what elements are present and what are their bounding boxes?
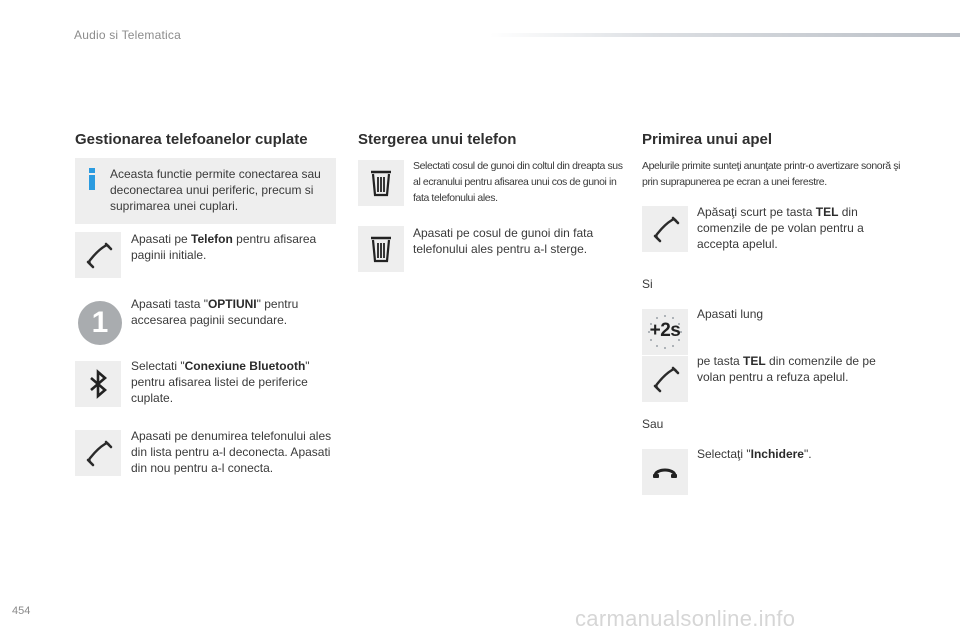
col1-step1-text: Apasati pe Telefon pentru afisarea paginii initiale. bbox=[131, 232, 317, 262]
page-number: 454 bbox=[12, 605, 31, 617]
col3-step4-text: Selectaţi "Inchidere". bbox=[697, 447, 812, 461]
trash-icon bbox=[358, 226, 404, 272]
phone-tile-2[interactable] bbox=[75, 430, 121, 476]
phone-tile-3[interactable] bbox=[642, 206, 688, 252]
col2-step2-text: Apasati pe cosul de gunoi din fata telefonului ales pentru a-l sterge. bbox=[413, 226, 594, 256]
phone-handset-icon bbox=[642, 206, 688, 252]
long-press-label: +2s bbox=[649, 320, 681, 341]
phone-tile-4[interactable] bbox=[642, 356, 688, 402]
hang-up-icon bbox=[642, 449, 688, 495]
bluetooth-tile[interactable] bbox=[75, 361, 121, 407]
trash-icon bbox=[358, 160, 404, 206]
col2-title: Stergerea unui telefon bbox=[358, 131, 517, 148]
col3-step1-text: Apăsaţi scurt pe tasta TEL din comenzile de pe volan pentru a accepta apelul. bbox=[697, 205, 864, 251]
bluetooth-icon bbox=[75, 361, 121, 407]
number-badge bbox=[77, 300, 123, 346]
col1-title: Gestionarea telefoanelor cuplate bbox=[75, 131, 308, 148]
phone-tile[interactable] bbox=[75, 232, 121, 278]
info-text: Aceasta functie permite conectarea sau deconectarea unui periferic, precum si suprimarea unei cuplari. bbox=[110, 167, 321, 213]
col3-step3-text: pe tasta TEL din comenzile de pe volan pentru a refuza apelul. bbox=[697, 354, 876, 384]
col2-step1-text: Selectati cosul de gunoi din coltul din dreapta sus al ecranului pentru afisarea unui cos de gunoi in fata telefonului ales. bbox=[413, 160, 623, 204]
col1-step4-text: Apasati pe denumirea telefonului ales din lista pentru a-l deconecta. Apasati din nou pentru a-l conecta. bbox=[131, 429, 332, 475]
col3-title: Primirea unui apel bbox=[642, 131, 773, 148]
info-icon bbox=[87, 168, 97, 190]
col3-or-2: Sau bbox=[642, 417, 664, 431]
col3-or-1: Si bbox=[642, 277, 653, 291]
trash-tile[interactable] bbox=[358, 160, 404, 206]
col3-intro: Apelurile primite sunteţi anunţate printr-o avertizare sonoră şi prin suprapunerea pe ecran a unei ferestre. bbox=[642, 160, 901, 188]
phone-handset-icon bbox=[75, 232, 121, 278]
trash-tile-2[interactable] bbox=[358, 226, 404, 272]
phone-handset-icon bbox=[75, 430, 121, 476]
header-divider bbox=[490, 33, 960, 37]
long-press-tile bbox=[642, 309, 688, 355]
hangup-tile[interactable] bbox=[642, 449, 688, 495]
watermark: carmanualsonline.info bbox=[575, 606, 796, 631]
col3-step2-text: Apasati lung bbox=[697, 307, 764, 321]
section-header: Audio si Telematica bbox=[74, 28, 181, 42]
number-badge-label: 1 bbox=[91, 306, 109, 339]
phone-handset-icon bbox=[642, 356, 688, 402]
col1-step2-text: Apasati tasta "OPTIUNI" pentru accesarea paginii secundare. bbox=[131, 297, 299, 327]
col1-step3-text: Selectati "Conexiune Bluetooth" pentru afisarea listei de periferice cuplate. bbox=[131, 359, 310, 405]
